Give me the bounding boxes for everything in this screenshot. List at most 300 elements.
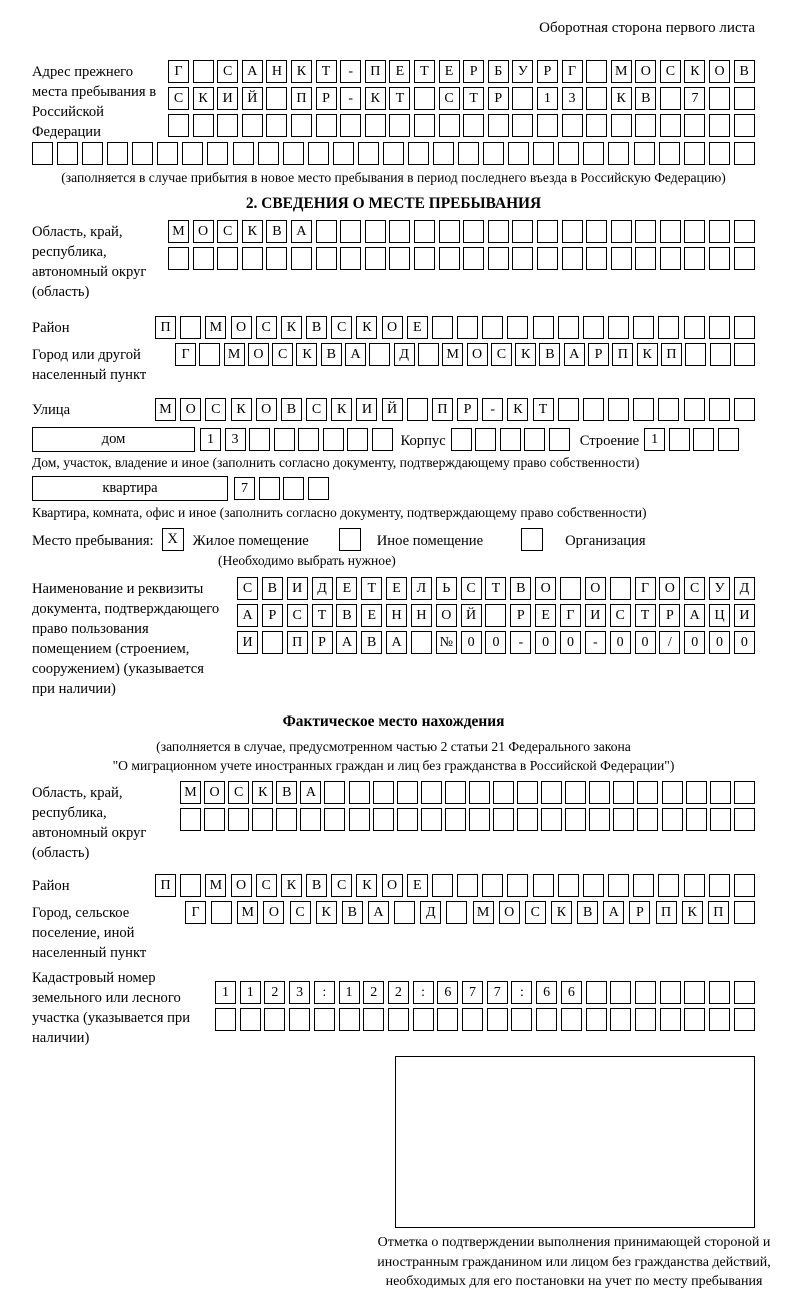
char-cell[interactable] [414, 220, 435, 243]
char-cell[interactable] [709, 220, 730, 243]
char-cell[interactable] [414, 247, 435, 270]
char-cell[interactable]: Г [560, 604, 581, 627]
char-cell[interactable] [583, 874, 604, 897]
char-cell[interactable]: Е [407, 316, 428, 339]
char-cell[interactable]: К [551, 901, 572, 924]
char-cell[interactable] [217, 114, 238, 137]
char-cell[interactable]: Р [488, 87, 509, 110]
char-cell[interactable]: Т [316, 60, 337, 83]
char-cell[interactable]: 3 [562, 87, 583, 110]
char-cell[interactable] [363, 1008, 384, 1031]
char-cell[interactable] [347, 428, 368, 451]
char-cell[interactable] [562, 220, 583, 243]
char-cell[interactable]: Г [175, 343, 196, 366]
char-cell[interactable] [240, 1008, 261, 1031]
char-cell[interactable] [512, 220, 533, 243]
char-cell[interactable]: Д [734, 577, 755, 600]
char-cell[interactable] [57, 142, 78, 165]
char-cell[interactable] [228, 808, 249, 831]
char-cell[interactable]: П [661, 343, 682, 366]
char-cell[interactable]: М [224, 343, 245, 366]
char-cell[interactable] [662, 808, 683, 831]
char-cell[interactable]: Р [463, 60, 484, 83]
char-cell[interactable]: К [356, 874, 377, 897]
char-cell[interactable]: 2 [363, 981, 384, 1004]
char-cell[interactable] [734, 901, 755, 924]
char-cell[interactable] [586, 87, 607, 110]
char-cell[interactable]: М [473, 901, 494, 924]
char-cell[interactable]: А [386, 631, 407, 654]
char-cell[interactable] [608, 316, 629, 339]
char-cell[interactable] [561, 1008, 582, 1031]
char-cell[interactable]: - [585, 631, 606, 654]
char-cell[interactable] [684, 398, 705, 421]
char-cell[interactable] [660, 114, 681, 137]
char-cell[interactable]: Е [386, 577, 407, 600]
char-cell[interactable]: И [356, 398, 377, 421]
char-cell[interactable] [397, 808, 418, 831]
char-cell[interactable] [583, 398, 604, 421]
char-cell[interactable]: О [256, 398, 277, 421]
char-cell[interactable] [660, 1008, 681, 1031]
char-cell[interactable]: О [467, 343, 488, 366]
char-cell[interactable] [180, 808, 201, 831]
char-cell[interactable] [734, 398, 755, 421]
char-cell[interactable]: М [205, 874, 226, 897]
char-cell[interactable]: И [217, 87, 238, 110]
char-cell[interactable]: С [217, 60, 238, 83]
char-cell[interactable] [586, 60, 607, 83]
char-cell[interactable]: В [342, 901, 363, 924]
char-cell[interactable] [734, 1008, 755, 1031]
char-cell[interactable] [709, 981, 730, 1004]
char-cell[interactable]: К [291, 60, 312, 83]
char-cell[interactable] [283, 142, 304, 165]
char-cell[interactable] [157, 142, 178, 165]
char-cell[interactable] [562, 247, 583, 270]
char-cell[interactable] [493, 808, 514, 831]
char-cell[interactable]: О [231, 874, 252, 897]
char-cell[interactable]: Т [389, 87, 410, 110]
char-cell[interactable] [659, 142, 680, 165]
char-cell[interactable] [445, 808, 466, 831]
char-cell[interactable] [397, 781, 418, 804]
char-cell[interactable]: О [382, 874, 403, 897]
char-cell[interactable]: П [708, 901, 729, 924]
char-cell[interactable]: К [684, 60, 705, 83]
char-cell[interactable] [734, 781, 755, 804]
char-cell[interactable]: С [168, 87, 189, 110]
char-cell[interactable]: К [365, 87, 386, 110]
char-cell[interactable] [734, 247, 755, 270]
char-cell[interactable] [242, 114, 263, 137]
char-cell[interactable]: 0 [610, 631, 631, 654]
char-cell[interactable]: П [365, 60, 386, 83]
char-cell[interactable]: В [281, 398, 302, 421]
char-cell[interactable] [662, 781, 683, 804]
char-cell[interactable] [349, 781, 370, 804]
char-cell[interactable] [684, 220, 705, 243]
char-cell[interactable]: В [510, 577, 531, 600]
char-cell[interactable]: Л [411, 577, 432, 600]
char-cell[interactable]: В [635, 87, 656, 110]
char-cell[interactable]: О [659, 577, 680, 600]
char-cell[interactable] [507, 874, 528, 897]
char-cell[interactable] [291, 114, 312, 137]
char-cell[interactable]: К [296, 343, 317, 366]
char-cell[interactable]: 0 [684, 631, 705, 654]
char-cell[interactable]: У [709, 577, 730, 600]
char-cell[interactable]: Т [485, 577, 506, 600]
char-cell[interactable] [637, 781, 658, 804]
char-cell[interactable] [512, 114, 533, 137]
char-cell[interactable]: 0 [709, 631, 730, 654]
char-cell[interactable]: О [231, 316, 252, 339]
char-cell[interactable] [207, 142, 228, 165]
char-cell[interactable]: 0 [734, 631, 755, 654]
char-cell[interactable] [389, 114, 410, 137]
char-cell[interactable]: А [336, 631, 357, 654]
char-cell[interactable]: Й [461, 604, 482, 627]
char-cell[interactable]: А [564, 343, 585, 366]
char-cell[interactable]: 2 [264, 981, 285, 1004]
char-cell[interactable] [413, 1008, 434, 1031]
char-cell[interactable]: В [577, 901, 598, 924]
char-cell[interactable] [463, 220, 484, 243]
char-cell[interactable] [482, 874, 503, 897]
char-cell[interactable]: Н [411, 604, 432, 627]
char-cell[interactable]: А [242, 60, 263, 83]
char-cell[interactable] [107, 142, 128, 165]
char-cell[interactable] [316, 220, 337, 243]
char-cell[interactable] [611, 220, 632, 243]
char-cell[interactable]: 6 [536, 981, 557, 1004]
char-cell[interactable] [266, 247, 287, 270]
char-cell[interactable]: Е [407, 874, 428, 897]
char-cell[interactable]: С [491, 343, 512, 366]
char-cell[interactable] [734, 87, 755, 110]
char-cell[interactable]: 0 [560, 631, 581, 654]
char-cell[interactable]: Т [361, 577, 382, 600]
char-cell[interactable]: К [281, 874, 302, 897]
char-cell[interactable]: Т [533, 398, 554, 421]
char-cell[interactable] [446, 901, 467, 924]
char-cell[interactable]: А [345, 343, 366, 366]
char-cell[interactable] [637, 808, 658, 831]
char-cell[interactable] [193, 60, 214, 83]
char-cell[interactable]: Е [336, 577, 357, 600]
char-cell[interactable] [168, 247, 189, 270]
char-cell[interactable] [710, 343, 731, 366]
char-cell[interactable] [373, 781, 394, 804]
char-cell[interactable] [608, 142, 629, 165]
char-cell[interactable] [451, 428, 472, 451]
char-cell[interactable] [610, 1008, 631, 1031]
char-cell[interactable]: 1 [215, 981, 236, 1004]
char-cell[interactable] [488, 114, 509, 137]
char-cell[interactable]: Й [382, 398, 403, 421]
char-cell[interactable] [684, 142, 705, 165]
char-cell[interactable]: : [314, 981, 335, 1004]
char-cell[interactable]: Н [266, 60, 287, 83]
char-cell[interactable]: А [291, 220, 312, 243]
char-cell[interactable]: С [228, 781, 249, 804]
char-cell[interactable]: Д [420, 901, 441, 924]
char-cell[interactable] [308, 477, 329, 500]
char-cell[interactable]: В [539, 343, 560, 366]
house-box[interactable]: дом [32, 427, 195, 452]
char-cell[interactable] [586, 1008, 607, 1031]
char-cell[interactable] [558, 398, 579, 421]
char-cell[interactable]: В [321, 343, 342, 366]
char-cell[interactable] [487, 1008, 508, 1031]
char-cell[interactable]: С [217, 220, 238, 243]
char-cell[interactable]: М [611, 60, 632, 83]
char-cell[interactable] [589, 808, 610, 831]
char-cell[interactable] [365, 247, 386, 270]
char-cell[interactable] [445, 781, 466, 804]
char-cell[interactable] [718, 428, 739, 451]
char-cell[interactable] [252, 808, 273, 831]
char-cell[interactable] [613, 781, 634, 804]
char-cell[interactable]: О [382, 316, 403, 339]
char-cell[interactable] [266, 87, 287, 110]
char-cell[interactable]: 1 [200, 428, 221, 451]
char-cell[interactable] [276, 808, 297, 831]
char-cell[interactable] [132, 142, 153, 165]
char-cell[interactable]: К [331, 398, 352, 421]
stay-type-checkbox-other[interactable] [339, 528, 361, 551]
char-cell[interactable] [684, 981, 705, 1004]
char-cell[interactable]: Р [659, 604, 680, 627]
char-cell[interactable] [369, 343, 390, 366]
char-cell[interactable]: - [340, 60, 361, 83]
char-cell[interactable] [407, 398, 428, 421]
char-cell[interactable] [517, 808, 538, 831]
char-cell[interactable] [414, 114, 435, 137]
char-cell[interactable]: Г [562, 60, 583, 83]
char-cell[interactable]: С [461, 577, 482, 600]
char-cell[interactable] [433, 142, 454, 165]
char-cell[interactable]: В [361, 631, 382, 654]
char-cell[interactable]: С [306, 398, 327, 421]
char-cell[interactable]: М [237, 901, 258, 924]
char-cell[interactable] [389, 220, 410, 243]
char-cell[interactable]: 7 [487, 981, 508, 1004]
char-cell[interactable] [710, 808, 731, 831]
char-cell[interactable]: П [656, 901, 677, 924]
char-cell[interactable] [457, 316, 478, 339]
char-cell[interactable]: О [499, 901, 520, 924]
char-cell[interactable] [610, 981, 631, 1004]
char-cell[interactable]: Д [312, 577, 333, 600]
char-cell[interactable] [283, 477, 304, 500]
char-cell[interactable]: М [180, 781, 201, 804]
char-cell[interactable] [291, 247, 312, 270]
char-cell[interactable] [533, 874, 554, 897]
char-cell[interactable] [182, 142, 203, 165]
char-cell[interactable] [298, 428, 319, 451]
char-cell[interactable]: Р [588, 343, 609, 366]
char-cell[interactable]: Е [389, 60, 410, 83]
char-cell[interactable]: Р [510, 604, 531, 627]
char-cell[interactable]: С [660, 60, 681, 83]
char-cell[interactable] [685, 343, 706, 366]
char-cell[interactable] [215, 1008, 236, 1031]
char-cell[interactable] [533, 142, 554, 165]
char-cell[interactable]: 1 [537, 87, 558, 110]
char-cell[interactable] [586, 114, 607, 137]
char-cell[interactable] [660, 247, 681, 270]
char-cell[interactable]: К [193, 87, 214, 110]
char-cell[interactable] [463, 247, 484, 270]
char-cell[interactable] [508, 142, 529, 165]
char-cell[interactable] [608, 874, 629, 897]
char-cell[interactable] [289, 1008, 310, 1031]
char-cell[interactable]: И [287, 577, 308, 600]
char-cell[interactable] [259, 477, 280, 500]
char-cell[interactable] [493, 781, 514, 804]
char-cell[interactable] [408, 142, 429, 165]
char-cell[interactable]: С [256, 316, 277, 339]
char-cell[interactable] [709, 142, 730, 165]
char-cell[interactable] [560, 577, 581, 600]
char-cell[interactable] [660, 981, 681, 1004]
char-cell[interactable]: 6 [561, 981, 582, 1004]
char-cell[interactable]: О [436, 604, 457, 627]
char-cell[interactable]: И [734, 604, 755, 627]
char-cell[interactable]: С [439, 87, 460, 110]
char-cell[interactable] [323, 428, 344, 451]
char-cell[interactable]: О [585, 577, 606, 600]
char-cell[interactable] [684, 874, 705, 897]
char-cell[interactable]: 3 [289, 981, 310, 1004]
char-cell[interactable] [340, 220, 361, 243]
char-cell[interactable]: Р [537, 60, 558, 83]
char-cell[interactable] [658, 316, 679, 339]
char-cell[interactable] [180, 874, 201, 897]
char-cell[interactable] [583, 142, 604, 165]
char-cell[interactable] [233, 142, 254, 165]
char-cell[interactable] [469, 808, 490, 831]
char-cell[interactable] [373, 808, 394, 831]
char-cell[interactable]: В [306, 874, 327, 897]
char-cell[interactable] [537, 220, 558, 243]
char-cell[interactable]: 0 [485, 631, 506, 654]
char-cell[interactable] [217, 247, 238, 270]
char-cell[interactable]: - [482, 398, 503, 421]
char-cell[interactable]: / [659, 631, 680, 654]
char-cell[interactable] [658, 398, 679, 421]
char-cell[interactable] [193, 247, 214, 270]
char-cell[interactable] [414, 87, 435, 110]
char-cell[interactable] [383, 142, 404, 165]
char-cell[interactable] [734, 316, 755, 339]
char-cell[interactable] [180, 316, 201, 339]
char-cell[interactable] [709, 247, 730, 270]
char-cell[interactable] [421, 808, 442, 831]
char-cell[interactable]: П [287, 631, 308, 654]
char-cell[interactable]: С [205, 398, 226, 421]
char-cell[interactable]: А [300, 781, 321, 804]
char-cell[interactable] [199, 343, 220, 366]
char-cell[interactable] [541, 808, 562, 831]
char-cell[interactable] [483, 142, 504, 165]
char-cell[interactable] [365, 220, 386, 243]
char-cell[interactable]: Г [168, 60, 189, 83]
char-cell[interactable] [324, 781, 345, 804]
char-cell[interactable] [608, 398, 629, 421]
char-cell[interactable]: А [684, 604, 705, 627]
char-cell[interactable]: Р [316, 87, 337, 110]
char-cell[interactable]: В [276, 781, 297, 804]
char-cell[interactable] [633, 316, 654, 339]
char-cell[interactable]: П [291, 87, 312, 110]
char-cell[interactable] [709, 87, 730, 110]
char-cell[interactable]: К [242, 220, 263, 243]
char-cell[interactable] [372, 428, 393, 451]
char-cell[interactable]: К [231, 398, 252, 421]
char-cell[interactable] [458, 142, 479, 165]
char-cell[interactable] [340, 114, 361, 137]
char-cell[interactable]: Ц [709, 604, 730, 627]
char-cell[interactable] [537, 247, 558, 270]
char-cell[interactable] [512, 247, 533, 270]
char-cell[interactable] [734, 808, 755, 831]
char-cell[interactable] [394, 901, 415, 924]
char-cell[interactable]: И [237, 631, 258, 654]
char-cell[interactable] [734, 142, 755, 165]
char-cell[interactable] [734, 981, 755, 1004]
char-cell[interactable] [439, 247, 460, 270]
char-cell[interactable]: О [180, 398, 201, 421]
char-cell[interactable] [421, 781, 442, 804]
char-cell[interactable]: В [266, 220, 287, 243]
char-cell[interactable]: 1 [339, 981, 360, 1004]
char-cell[interactable]: 1 [240, 981, 261, 1004]
char-cell[interactable]: С [287, 604, 308, 627]
char-cell[interactable] [533, 316, 554, 339]
char-cell[interactable]: О [248, 343, 269, 366]
char-cell[interactable] [565, 808, 586, 831]
char-cell[interactable] [586, 981, 607, 1004]
stay-type-checkbox-residential[interactable]: X [162, 528, 184, 551]
char-cell[interactable] [333, 142, 354, 165]
stay-type-checkbox-organization[interactable] [521, 528, 543, 551]
char-cell[interactable] [475, 428, 496, 451]
char-cell[interactable] [339, 1008, 360, 1031]
char-cell[interactable]: К [682, 901, 703, 924]
char-cell[interactable] [507, 316, 528, 339]
char-cell[interactable] [482, 316, 503, 339]
char-cell[interactable] [500, 428, 521, 451]
char-cell[interactable] [168, 114, 189, 137]
char-cell[interactable]: К [316, 901, 337, 924]
char-cell[interactable]: Н [386, 604, 407, 627]
char-cell[interactable] [524, 428, 545, 451]
char-cell[interactable] [488, 247, 509, 270]
char-cell[interactable]: Й [242, 87, 263, 110]
char-cell[interactable] [611, 114, 632, 137]
char-cell[interactable] [308, 142, 329, 165]
char-cell[interactable] [734, 874, 755, 897]
char-cell[interactable] [734, 114, 755, 137]
char-cell[interactable]: С [610, 604, 631, 627]
char-cell[interactable]: К [252, 781, 273, 804]
char-cell[interactable]: О [263, 901, 284, 924]
char-cell[interactable]: Г [185, 901, 206, 924]
char-cell[interactable]: С [331, 874, 352, 897]
